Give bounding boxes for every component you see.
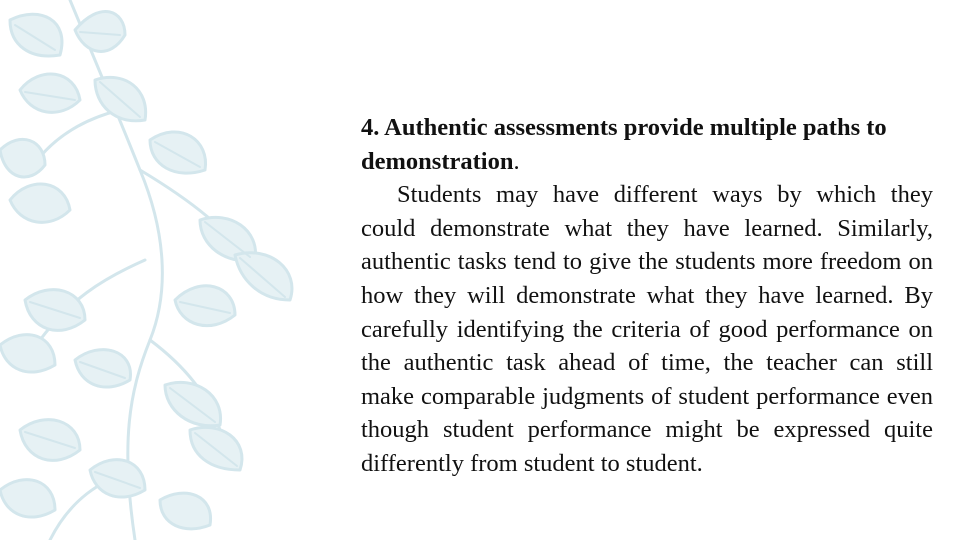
heading-text: 4. Authentic assessments provide multiple paths to demonstration [361, 114, 887, 175]
slide-heading [361, 111, 933, 178]
content-text-box [361, 111, 933, 481]
leafy-vine-decoration [0, 0, 330, 540]
heading-period: . [513, 147, 520, 175]
slide-body-paragraph: Students may have different ways by which they could demonstrate what they have learned. Similarly, authentic tasks tend to give the students more freedom on how they will demonstrate what they have learned. By carefully identifying the criteria of good performance on the authentic task ahead of time, the teacher can still make comparable judgments of student performance even though student performance might be expressed quite differently from student to student. [361, 181, 933, 477]
